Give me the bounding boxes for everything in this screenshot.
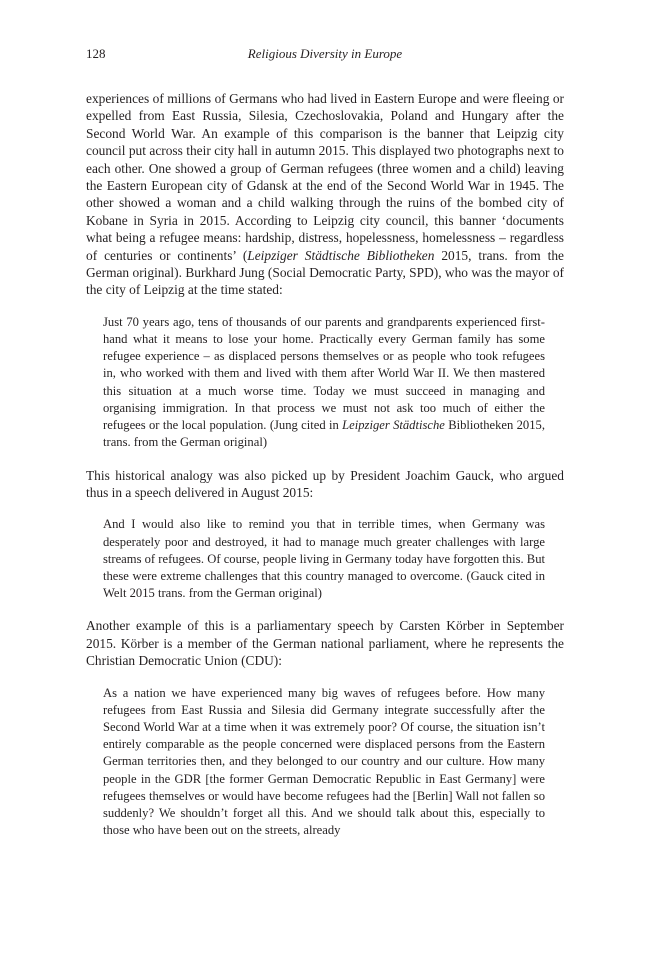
page-number: 128 — [86, 46, 106, 61]
quote-text: Bibliotheken 2015, trans. from the German original) — [103, 418, 545, 450]
paragraph-leipzig-banner — [86, 90, 564, 299]
paragraph-text: experiences of millions of Germans who had lived in Eastern Europe and were fleeing or expelled from East Russia, Silesia, Czechoslovakia, Poland and Hungary after the Second World War. An example of this comparison is the banner that Leipzig city council put across their city hall in autumn 2015. This displayed two photographs next to each other. One showed a group of German refugees (three women and a child) leaving the Eastern European city of Gdansk at the end of the Second World War in 1945. The other showed a woman and a child walking through the ruins of the bombed city of Kobane in Syria in 2015. According to Leipzig city council, this banner ‘documents what being a refugee means: hardship, distress, hopelessness, homelessness – regardless of centuries or continents’ ( — [86, 91, 564, 263]
paragraph-gauck-intro: This historical analogy was also picked up by President Joachim Gauck, who argued thus in a speech delivered in August 2015: — [86, 467, 564, 500]
paragraph-text: 2015, trans. from the German original). Burkhard Jung (Social Democratic Party, SPD), who was the mayor of the city of Leipzig at the time stated: — [86, 247, 564, 298]
block-quote-korber: As a nation we have experienced many big waves of refugees before. How many refugees from East Russia and Silesia did Germany integrate successfully after the Second World War at a time when it was extremely poor? Of course, the situation isn’t entirely comparable as the people concerned were displaced persons from the Eastern German territories then, and they belonged to our country and our culture. How many people in the GDR [the former German Democratic Republic in East Germany] were refugees themselves or would have become refugees had the [Berlin] Wall not fallen so suddenly? We shouldn’t forget all this. And we should talk about this, especially to those who have been out on the streets, already — [103, 685, 545, 838]
quote-text: Just 70 years ago, tens of thousands of our parents and grandparents experienced first-hand what it means to lose your home. Practically every German family has some refugee experience – as displaced persons themselves or as people who took refugees in, who worked with them and lived with them after World War II. We then mastered this situation at a much worse time. Today we must succeed in managing and organising immigration. In that process we must not ask too much of either the refugees or the local population. (Jung cited in — [103, 314, 545, 433]
running-head — [86, 46, 564, 64]
body-text — [86, 90, 564, 839]
block-quote-jung — [103, 314, 545, 452]
citation-italic: Leipziger Städtische Bibliotheken — [247, 247, 435, 263]
citation-italic: Leipziger Städtische — [342, 418, 445, 433]
running-title: Religious Diversity in Europe — [247, 46, 403, 61]
paragraph-korber-intro: Another example of this is a parliamentary speech by Carsten Körber in September 2015. Körber is a member of the German national parliament, where he represents the Christian Democratic Union (CDU): — [86, 618, 564, 669]
block-quote-gauck: And I would also like to remind you that in terrible times, when Germany was desperately poor and destroyed, it had to manage much greater challenges with large streams of refugees. Of course, people living in Germany today have forgotten this. But these were extreme challenges that this country managed to overcome. (Gauck cited in Welt 2015 trans. from the German original) — [103, 517, 545, 601]
